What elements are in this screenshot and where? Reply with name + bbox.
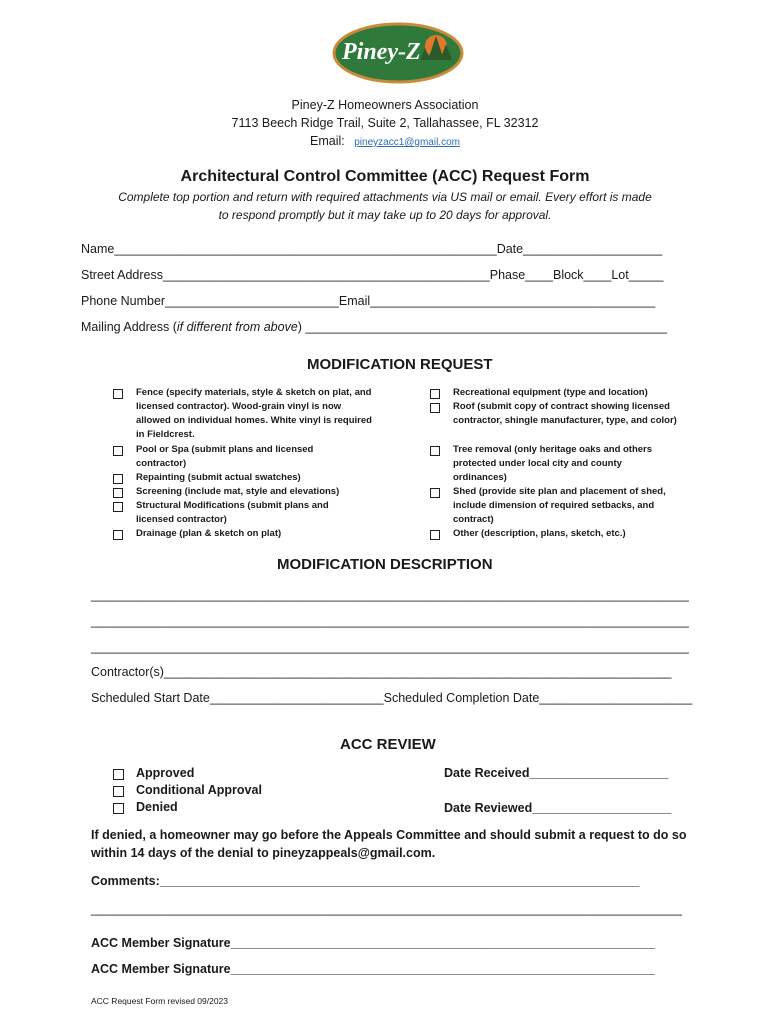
option-tree-removal: Tree removal (only heritage oaks and others protected under local city and county ordinances)	[453, 444, 653, 483]
comments-line-2[interactable]: _____________________________________________________________________________________	[91, 902, 682, 916]
checkbox-tree-removal[interactable]	[430, 446, 440, 456]
revision-footer: ACC Request Form revised 09/2023	[91, 996, 229, 1006]
logo-text: Piney-Z	[342, 39, 421, 65]
option-fence: Fence (specify materials, style & sketch on plat, and licensed contractor). Wood-grain vinyl is now allowed on individual homes. White vinyl is required in Fieldcrest.	[136, 387, 372, 440]
checkbox-denied[interactable]	[113, 803, 124, 814]
form-subtitle-line2: to respond promptly but it may take up to 20 days for approval.	[218, 208, 552, 222]
option-structural: Structural Modifications (submit plans and licensed contractor)	[136, 500, 329, 525]
email-link[interactable]: pineyzacc1@gmail.com	[354, 137, 460, 148]
modification-description-heading: MODIFICATION DESCRIPTION	[277, 556, 493, 573]
option-recreational: Recreational equipment (type and location)	[453, 387, 648, 398]
checkbox-pool-spa[interactable]	[113, 446, 123, 456]
street-address-field[interactable]: Street Address_______________________________________________Phase____Block____Lot_____	[81, 268, 664, 282]
form-subtitle-line1: Complete top portion and return with required attachments via US mail or email. Every effort is made	[118, 190, 652, 204]
checkbox-roof[interactable]	[430, 403, 440, 413]
option-screening: Screening (include mat, style and elevations)	[136, 486, 340, 497]
checkbox-structural[interactable]	[113, 502, 123, 512]
checkbox-screening[interactable]	[113, 488, 123, 498]
org-address: 7113 Beech Ridge Trail, Suite 2, Tallahassee, FL 32312	[231, 116, 539, 130]
mailing-prefix: Mailing Address (	[81, 320, 177, 334]
option-repainting: Repainting (submit actual swatches)	[136, 472, 301, 483]
option-roof: Roof (submit copy of contract showing licensed contractor, shingle manufacturer, type, and color)	[453, 401, 677, 426]
description-line-3[interactable]: ______________________________________________________________________________________	[91, 640, 689, 654]
checkbox-other[interactable]	[430, 530, 440, 540]
mailing-italic: if different from above	[176, 320, 298, 334]
comments-field[interactable]: Comments:_____________________________________________________________________	[91, 874, 640, 888]
checkbox-approved[interactable]	[113, 769, 124, 780]
name-date-field[interactable]: Name_______________________________________________________Date____________________	[81, 242, 663, 256]
scheduled-dates-field[interactable]: Scheduled Start Date_________________________Scheduled Completion Date______________________	[91, 691, 693, 705]
option-pool-spa: Pool or Spa (submit plans and licensed contractor)	[136, 444, 314, 469]
checkbox-fence[interactable]	[113, 389, 123, 399]
date-reviewed-field[interactable]: Date Reviewed____________________	[444, 801, 672, 815]
description-line-2[interactable]: ______________________________________________________________________________________	[91, 614, 689, 628]
email-line	[0, 134, 770, 148]
option-approved: Approved	[136, 766, 195, 780]
checkbox-conditional-approval[interactable]	[113, 786, 124, 797]
description-line-1[interactable]: ______________________________________________________________________________________	[91, 588, 689, 602]
contractors-field[interactable]: Contractor(s)_________________________________________________________________________	[91, 665, 672, 679]
checkbox-recreational[interactable]	[430, 389, 440, 399]
mailing-suffix: ) ____________________________________________________	[297, 320, 667, 334]
option-denied: Denied	[136, 800, 178, 814]
option-drainage: Drainage (plan & sketch on plat)	[136, 528, 282, 539]
modification-request-heading: MODIFICATION REQUEST	[307, 356, 493, 373]
checkbox-shed[interactable]	[430, 488, 440, 498]
acc-review-heading: ACC REVIEW	[340, 736, 436, 753]
signature-field-1[interactable]: ACC Member Signature_____________________________________________________________	[91, 936, 655, 950]
signature-field-2[interactable]: ACC Member Signature_____________________________________________________________	[91, 962, 655, 976]
email-label: Email:	[310, 134, 345, 148]
option-shed: Shed (provide site plan and placement of shed, include dimension of required setbacks, and contract)	[453, 486, 666, 525]
denied-note-line2: within 14 days of the denial to pineyzappeals@gmail.com.	[91, 846, 436, 860]
phone-email-field[interactable]: Phone Number_________________________Email_________________________________________	[81, 294, 656, 308]
denied-note-line1: If denied, a homeowner may go before the Appeals Committee and should submit a request to do so	[91, 828, 687, 842]
form-title: Architectural Control Committee (ACC) Request Form	[180, 168, 590, 185]
org-name: Piney-Z Homeowners Association	[291, 98, 479, 112]
option-conditional-approval: Conditional Approval	[136, 783, 262, 797]
checkbox-repainting[interactable]	[113, 474, 123, 484]
checkbox-drainage[interactable]	[113, 530, 123, 540]
mailing-address-field[interactable]	[81, 320, 667, 334]
date-received-field[interactable]: Date Received____________________	[444, 766, 669, 780]
option-other: Other (description, plans, sketch, etc.)	[453, 528, 626, 539]
piney-z-logo	[332, 22, 464, 84]
